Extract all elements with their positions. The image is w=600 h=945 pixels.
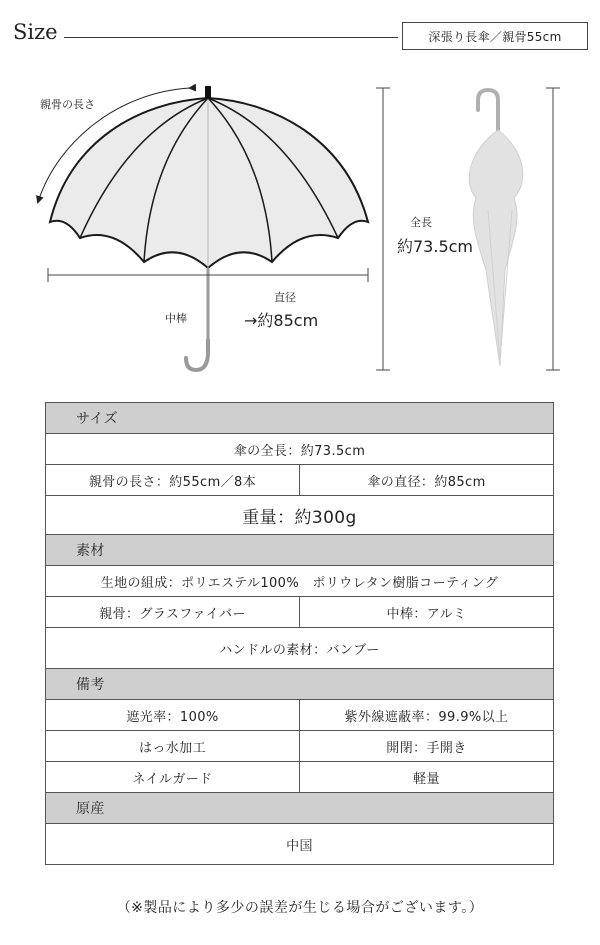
diameter-value: →約85cm [244,311,319,330]
spec-table [45,402,554,865]
spec-total-length: 傘の全長：約73.5cm [46,434,554,465]
open-umbrella-icon [50,86,368,370]
spec-fabric: 生地の組成：ポリエステル100% ポリウレタン樹脂コーティング [46,566,554,597]
spec-lightweight: 軽量 [300,762,554,793]
spec-nail-guard: ネイルガード [46,762,300,793]
spec-uv-blocking: 紫外線遮蔽率：99.9%以上 [300,700,554,731]
size-title: Size [13,20,58,44]
total-length-label: 全長 [410,216,432,229]
rib-length-label: 親骨の長さ [40,98,95,111]
spec-diameter: 傘の直径：約85cm [300,465,554,496]
spec-origin: 中国 [46,824,554,865]
spec-weight: 重量：約300g [46,496,554,535]
section-header-origin: 原産 [46,793,554,824]
shaft-label: 中棒 [165,312,187,325]
umbrella-diagram [0,70,600,390]
title-rule [64,37,398,38]
product-tag: 深張り長傘／親骨55cm [402,22,588,50]
section-header-material: 素材 [46,535,554,566]
spec-rib-length: 親骨の長さ：約55cm／8本 [46,465,300,496]
section-header-size: サイズ [46,403,554,434]
footnote: （※製品により多少の誤差が生じる場合がございます。） [116,900,484,916]
spec-shaft-material: 中棒：アルミ [300,597,554,628]
spec-light-blocking: 遮光率：100% [46,700,300,731]
umbrella-illustration [0,70,600,390]
closed-umbrella-icon [469,90,523,366]
section-header-notes: 備考 [46,669,554,700]
spec-rib-material: 親骨：グラスファイバー [46,597,300,628]
total-length-value: 約73.5cm [397,237,474,256]
spec-opening: 開閉：手開き [300,731,554,762]
diameter-label: 直径 [274,291,296,304]
spec-water-repellent: はっ水加工 [46,731,300,762]
spec-handle-material: ハンドルの素材：バンブー [46,628,554,669]
